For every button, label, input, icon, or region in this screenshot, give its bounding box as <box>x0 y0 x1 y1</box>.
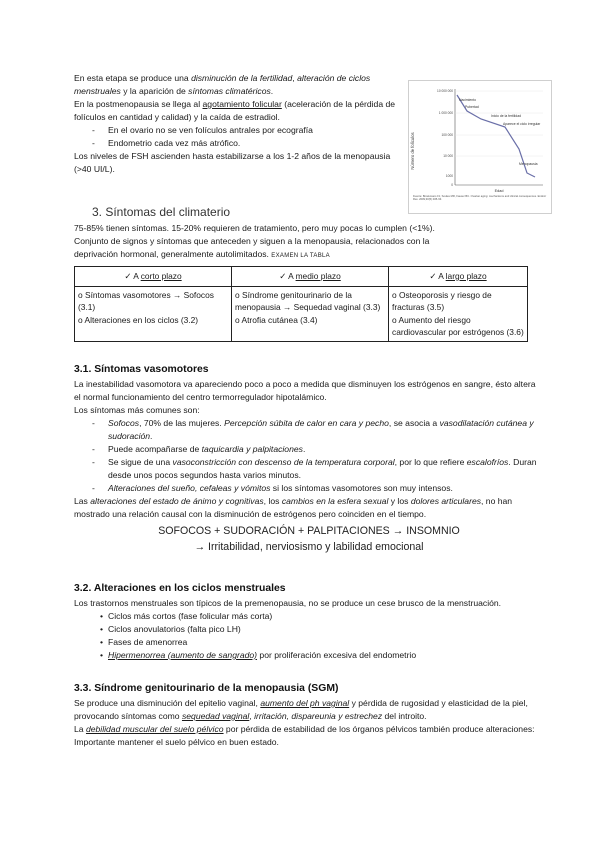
intro-paragraph-2: En la postmenopausia se llega al agotamiento folicular (aceleración de la pérdida de folículos en cantidad y calidad) y la caída de estradiol. <box>74 99 396 122</box>
figure-ytick: 1 000 000 <box>438 111 453 115</box>
table-header-medium: ✓ A medio plazo <box>232 267 389 287</box>
s31-summary-2: → Irritabilidad, nerviosismo y labilidad emocional <box>194 541 424 553</box>
table-cell-medium: o Síndrome genitourinario de la menopausia → Sequedad vaginal (3.3) o Atrofia cutánea (3.4) <box>232 286 389 341</box>
figure-label: Inicio de la fertilidad <box>491 114 521 118</box>
timeline-table-wrap <box>74 266 534 342</box>
table-cell-short: o Síntomas vasomotores → Sofocos (3.1) o Alteraciones en los ciclos (3.2) <box>75 286 232 341</box>
s33-paragraph-1: Se produce una disminución del epitelio vaginal, aumento del ph vaginal y pérdida de rugosidad y elasticidad de la piel, provocando síntomas como sequedad vaginal, irritación, dispareunia y estrechez del introito. <box>74 698 528 721</box>
section-3 <box>74 205 534 219</box>
s32-bullet-4: • Hipermenorrea (aumento de sangrado) por proliferación excesiva del endometrio <box>100 650 417 660</box>
s31-dash-4: - Alteraciones del sueño, cefaleas y vómitos si los síntomas vasomotores son muy intensos. <box>92 483 453 493</box>
section-3-2 <box>74 583 544 662</box>
s33-paragraph-3: Importante mantener el suelo pélvico en buen estado. <box>74 737 279 747</box>
s31-paragraph-2: Los síntomas más comunes son: <box>74 405 200 415</box>
s31-dash-1: - Sofocos, 70% de las mujeres. Percepción súbita de calor en cara y pecho, se asocia a vasodilatación cutánea y sudoración. <box>92 418 534 441</box>
section-3-line-2: Conjunto de signos y síntomas que anteceden y siguen a la menopausia, relacionados con la <box>74 236 430 246</box>
s31-summary-1: SOFOCOS + SUDORACIÓN + PALPITACIONES → INSOMNIO <box>158 525 460 537</box>
intro-paragraph-3: Los niveles de FSH ascienden hasta estabilizarse a los 1-2 años de la menopausia (>40 UI/L). <box>74 151 391 174</box>
table-header-long: ✓ A largo plazo <box>389 267 528 287</box>
intro-block <box>74 72 404 176</box>
section-3-3-title: 3.3. Síndrome genitourinario de la menopausia (SGM) <box>74 683 339 694</box>
follicle-chart <box>409 81 551 213</box>
figure-label: Menopausia <box>519 162 538 166</box>
figure-ytick: 100 000 <box>441 133 453 137</box>
table-header-short: ✓ A corto plazo <box>75 267 232 287</box>
figure-ylabel: Número de folículos <box>410 132 415 170</box>
figure-ytick: 0 <box>451 183 453 187</box>
figure-ytick: 1000 <box>445 174 453 178</box>
intro-dash-2: - Endometrio cada vez más atrófico. <box>92 138 241 148</box>
section-3-2-title: 3.2. Alteraciones en los ciclos menstruales <box>74 583 286 594</box>
section-3-title: 3. Síntomas del climaterio <box>92 205 231 219</box>
figure-label: Pubertad <box>465 105 479 109</box>
figure-ytick: 10 000 000 <box>437 89 453 93</box>
s32-paragraph-1: Los trastornos menstruales son típicos de la premenopausia, no se produce un cese brusco de la menstruación. <box>74 598 502 608</box>
figure-caption: Fuente: Broekmans FJ, Soules MR, Fauser BC. Ovarian aging: mechanisms and clinical consequences. Endocr Rev. 2009;30(5):465-93. <box>413 195 547 202</box>
section-3-body <box>74 222 544 263</box>
s32-bullet-2: • Ciclos anovulatorios (falta pico LH) <box>100 624 241 634</box>
table-cell-long: o Osteoporosis y riesgo de fracturas (3.5) o Aumento del riesgo cardiovascular por estrógenos (3.6) <box>389 286 528 341</box>
timeline-table <box>74 266 528 342</box>
intro-dash-1: - En el ovario no se ven folículos antrales por ecografía <box>92 125 313 135</box>
figure-xlabel: Edad <box>494 189 504 193</box>
section-3-1 <box>74 364 544 555</box>
figure-label: Nacimiento <box>459 98 476 102</box>
s31-paragraph-3: Las alteraciones del estado de ánimo y cognitivas, los cambios en la esfera sexual y los dolores articulares, no han mostrado una relación causal con la disminución de estrógenos pero coinciden en el tiempo. <box>74 496 513 519</box>
figure-label: Aparece el ciclo irregular <box>503 122 541 126</box>
s31-dash-3: - Se sigue de una vasoconstricción con descenso de la temperatura corporal, por lo que refiere escalofríos. Duran desde unos pocos segundos hasta varios minutos. <box>92 457 537 480</box>
s31-paragraph-1: La inestabilidad vasomotora va apareciendo poco a poco a medida que disminuyen los estrógenos en sangre, ésto altera el normal funcionamiento del centro termorregulador hipotalámico. <box>74 379 536 402</box>
follicle-decline-figure <box>408 80 552 214</box>
figure-ytick: 10 000 <box>443 154 453 158</box>
s32-bullet-3: • Fases de amenorrea <box>100 637 188 647</box>
s33-paragraph-2: La debilidad muscular del suelo pélvico por pérdida de estabilidad de los órganos pélvicos también produce alteraciones: <box>74 724 535 734</box>
intro-paragraph-1: En esta etapa se produce una disminución de la fertilidad, alteración de ciclos menstruales y la aparición de síntomas climatéricos. <box>74 73 371 96</box>
s31-dash-2: - Puede acompañarse de taquicardia y palpitaciones. <box>92 444 306 454</box>
section-3-3 <box>74 683 544 749</box>
section-3-line-1: 75-85% tienen síntomas. 15-20% requieren de tratamiento, pero muy pocas lo cumplen (<1%). <box>74 223 435 233</box>
s32-bullet-1: • Ciclos más cortos (fase folicular más corta) <box>100 611 273 621</box>
section-3-line-3: deprivación hormonal, generalmente autolimitados. EXAMEN LA TABLA <box>74 249 330 259</box>
section-3-1-title: 3.1. Síntomas vasomotores <box>74 364 209 375</box>
